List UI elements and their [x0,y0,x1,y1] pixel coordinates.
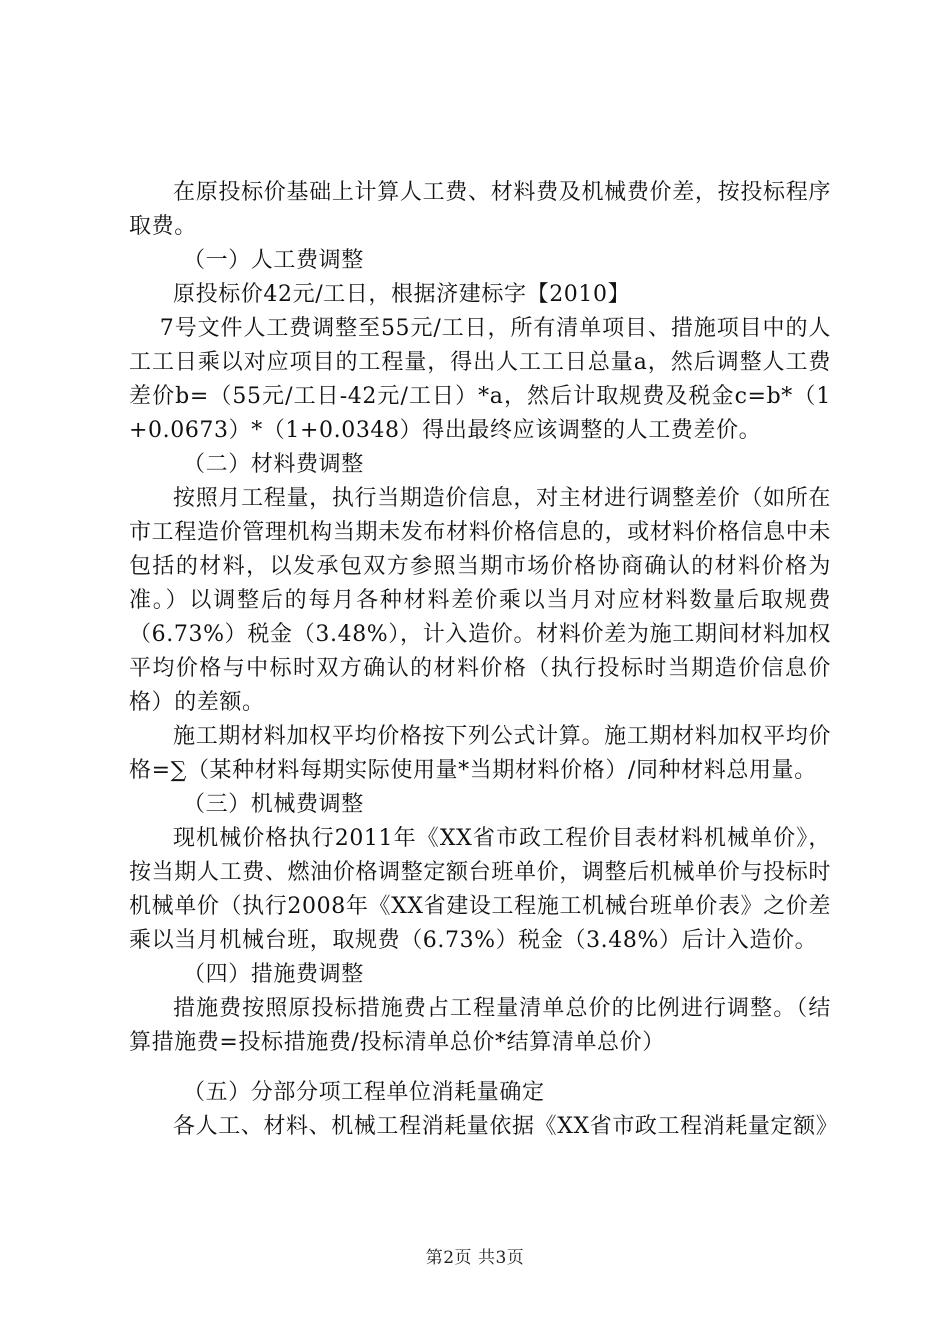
labor-paragraph-2: 7号文件人工费调整至55元/工日，所有清单项目、措施项目中的人工工日乘以对应项目的工程量，得出人工工日总量a，然后调整人工费差价b=（55元/工日-42元/工日）*a，然后计取规费及税金c=b*（1+0.0673）*（1+0.0348）得出最终应该调整的人工费差价。 [129,316,831,443]
material-paragraph-2: 施工期材料加权平均价格按下列公式计算。施工期材料加权平均价格=∑（某种材料每期实际使用量*当期材料价格）/同种材料总用量。 [129,724,831,783]
paragraph-spacer [129,1060,831,1076]
material-paragraph-1: 按照月工程量，执行当期造价信息，对主材进行调整差价（如所在市工程造价管理机构当期未发布材料价格信息的，或材料价格信息中未包括的材料，以发承包双方参照当期市场价格协商确认的材料价格为准。）以调整后的每月各种材料差价乘以当月对应材料数量后取规费（6.73%）税金（3.48%），计入造价。材料价差为施工期间材料加权平均价格与中标时双方确认的材料价格（执行投标时当期造价信息价格）的差额。 [129,486,831,715]
document-body [129,176,839,1144]
consumption-paragraph: 各人工、材料、机械工程消耗量依据《XX省市政工程消耗量定额》 [173,1114,839,1139]
machinery-paragraph: 现机械价格执行2011年《XX省市政工程价目表材料机械单价》，按当期人工费、燃油价格调整定额台班单价，调整后机械单价与投标时机械单价（执行2008年《XX省建设工程施工机械台班单价表》之价差乘以当月机械台班，取规费（6.73%）税金（3.48%）后计入造价。 [129,826,831,953]
section-heading-measures: （四）措施费调整 [183,962,364,987]
page-number-footer: 第2页 共3页 [425,1248,525,1268]
section-heading-labor: （一）人工费调整 [183,248,364,273]
section-heading-machinery: （三）机械费调整 [183,792,364,817]
section-heading-material: （二）材料费调整 [183,452,364,477]
measures-paragraph: 措施费按照原投标措施费占工程量清单总价的比例进行调整。（结算措施费=投标措施费/投标清单总价*结算清单总价） [129,996,831,1055]
labor-paragraph-1: 原投标价42元/工日，根据济建标字【2010】 [173,282,631,307]
intro-paragraph: 在原投标价基础上计算人工费、材料费及机械费价差，按投标程序取费。 [129,180,831,239]
section-heading-consumption: （五）分部分项工程单位消耗量确定 [183,1080,545,1105]
